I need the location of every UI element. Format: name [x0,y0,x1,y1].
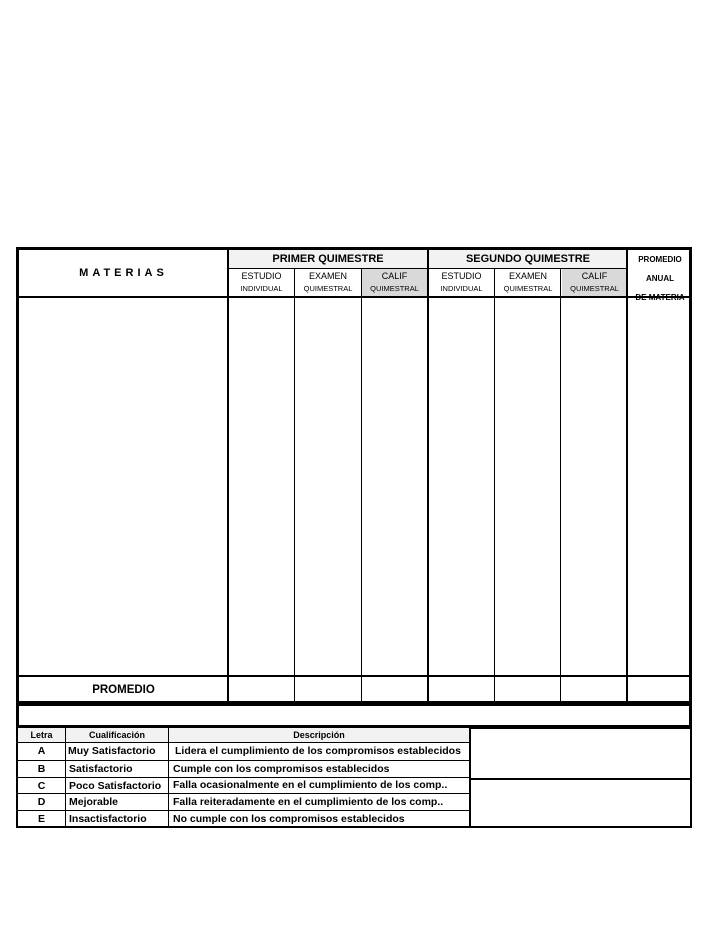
legend-letra: C [37,780,46,792]
col-calif-quimestral-q1: CALIF QUIMESTRAL [370,271,419,293]
legend-descripcion: Falla reiteradamente en el cumplimiento de los comp.. [173,796,444,808]
divider-col [560,269,561,701]
divider-quimestre-title [228,268,626,269]
legend-cualificacion: Muy Satisfactorio [68,745,156,757]
grades-table [16,247,692,704]
legend-descripcion: Cumple con los compromisos establecidos [173,763,390,775]
promedio-anual-header: PROMEDIO ANUAL DE MATERIA [635,255,685,302]
legend-letra: B [37,763,46,775]
legend-descripcion: Falla ocasionalmente en el cumplimiento de los comp.. [173,779,448,791]
divider-col [361,269,362,701]
segundo-quimestre-title: SEGUNDO QUIMESTRE [429,250,627,268]
legend-table [16,726,471,828]
materias-header: MATERIAS [79,267,168,279]
divider-col [294,269,295,701]
blank-box-lower [469,778,692,828]
blank-box-upper [469,727,692,780]
primer-quimestre-title: PRIMER QUIMESTRE [229,250,427,268]
legend-descripcion: No cumple con los compromisos establecidos [173,813,405,825]
legend-letra: E [37,813,45,825]
legend-header-descripcion: Descripción [169,728,469,742]
divider-header [19,296,689,298]
legend-descripcion: Lidera el cumplimiento de los compromisos establecidos [175,745,461,757]
legend-cualificacion: Satisfactorio [69,763,133,775]
legend-cualificacion: Mejorable [69,796,119,808]
legend-cualificacion: Poco Satisfactorio [69,780,162,792]
divider-col [494,269,495,701]
legend-letra: D [37,796,46,808]
col-examen-quimestral-q1: EXAMEN QUIMESTRAL [303,271,353,293]
divider-promedio [626,250,628,701]
blank-strip [16,703,692,728]
legend-header-letra: Letra [18,728,65,742]
col-estudio-individual-q1: ESTUDIO INDIVIDUAL [240,271,283,293]
col-calif-quimestral-q2: CALIF QUIMESTRAL [570,271,619,293]
divider-quimestre [427,250,429,701]
legend-cualificacion: Insactisfactorio [69,813,147,825]
legend-letra: A [37,745,46,757]
col-estudio-individual-q2: ESTUDIO INDIVIDUAL [440,271,483,293]
legend-header-cualificacion: Cualificación [66,728,168,742]
promedio-label: PROMEDIO [92,684,155,696]
divider-materias [227,250,229,701]
col-examen-quimestral-q2: EXAMEN QUIMESTRAL [503,271,553,293]
